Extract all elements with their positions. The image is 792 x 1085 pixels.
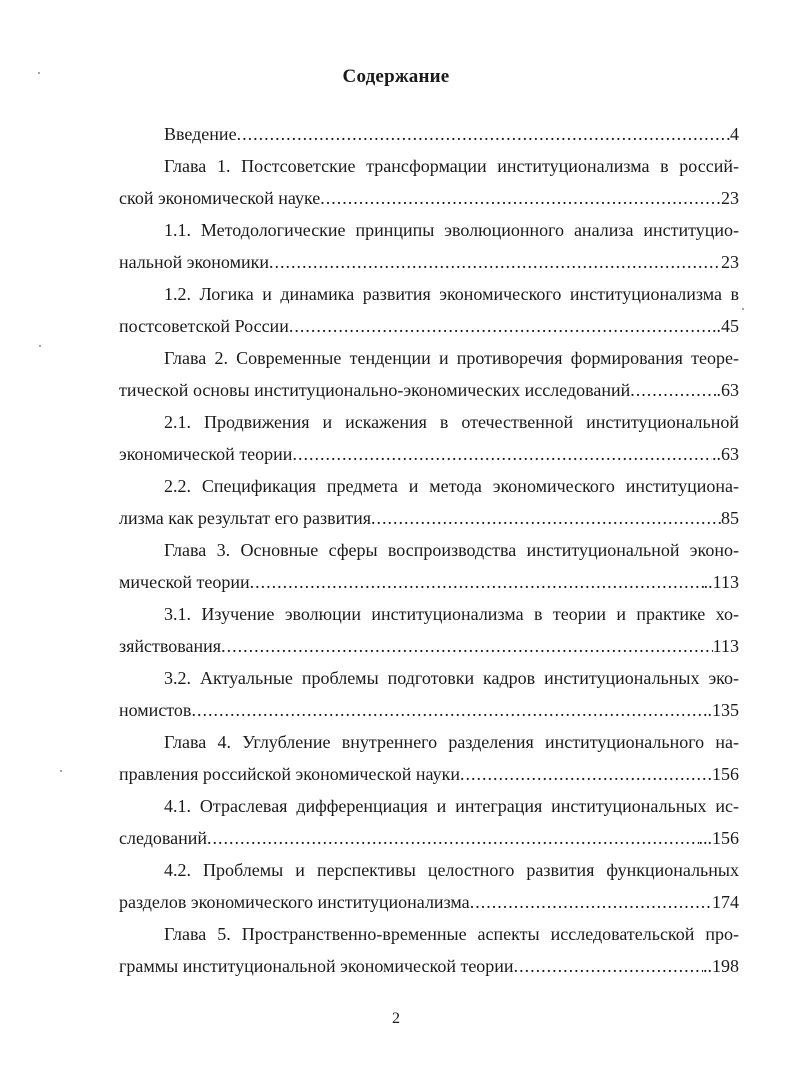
toc-page-number: 85 <box>721 508 739 528</box>
table-of-contents <box>119 118 739 982</box>
toc-entry-s3-1-line1: 3.1. Изучение эволюции институционализма в теории и практике хо- <box>164 604 739 624</box>
toc-entry-title: лизма как результат его развития <box>119 508 371 528</box>
dot-leader <box>237 118 730 150</box>
toc-entry-title: экономической теории <box>119 444 293 464</box>
toc-entry-s4-1-line2 <box>119 822 739 854</box>
toc-entry-s3-2-line1: 3.2. Актуальные проблемы подготовки кадров институциональных эко- <box>164 668 739 688</box>
toc-entry-intro <box>119 118 739 150</box>
toc-entry-ch5-line2 <box>119 950 739 982</box>
toc-page-number: 23 <box>721 188 739 208</box>
toc-entry-s2-2-line2 <box>119 502 739 534</box>
toc-entry-ch4-line1: Глава 4. Углубление внутреннего разделения институционального на- <box>164 732 739 752</box>
toc-entry-title: следований <box>119 828 208 848</box>
dot-leader <box>269 246 721 278</box>
toc-page-number: ..63 <box>712 444 739 464</box>
toc-entry-s1-2-line1: 1.2. Логика и динамика развития экономического институционализма в <box>164 284 739 304</box>
toc-entry-title: тической основы институционально-экономических исследований <box>119 380 631 400</box>
toc-entry-s2-2-line1: 2.2. Спецификация предмета и метода экономического институциона- <box>164 476 739 496</box>
dot-leader <box>470 886 712 918</box>
toc-entry-ch4-line2 <box>119 758 739 790</box>
toc-entry-ch2-line1: Глава 2. Современные тенденции и противоречия формирования теоре- <box>164 348 739 368</box>
toc-entry-s2-1-line1: 2.1. Продвижения и искажения в отечественной институциональной <box>164 412 739 432</box>
scan-speck <box>742 308 744 310</box>
toc-entry-title: правления российской экономической науки <box>119 764 460 784</box>
dot-leader <box>514 950 703 982</box>
toc-entry-ch1-line1: Глава 1. Постсоветские трансформации институционализма в россий- <box>164 156 739 176</box>
dot-leader <box>250 566 704 598</box>
toc-page-number: .63 <box>716 380 739 400</box>
dot-leader <box>460 758 712 790</box>
dot-leader <box>630 374 716 406</box>
scan-speck <box>39 345 41 347</box>
toc-page-number: ..113 <box>703 572 739 592</box>
toc-entry-s3-1-line2 <box>119 630 739 662</box>
dot-leader <box>289 310 712 342</box>
toc-entry-ch3-line2 <box>119 566 739 598</box>
scan-speck <box>60 770 62 772</box>
toc-entry-title: Введение <box>164 124 237 144</box>
toc-entry-ch3-line1: Глава 3. Основные сферы воспроизводства институциональной эконо- <box>164 540 739 560</box>
toc-page-number: 23 <box>721 252 739 272</box>
toc-entry-ch2-line2 <box>119 374 739 406</box>
toc-page-number: 4 <box>730 124 739 144</box>
dot-leader <box>207 822 698 854</box>
toc-entry-title: разделов экономического институционализма <box>119 892 470 912</box>
toc-page-number: 156 <box>712 764 739 784</box>
toc-entry-ch5-line1: Глава 5. Пространственно-временные аспекты исследовательской про- <box>164 924 739 944</box>
toc-page-number: ...156 <box>698 828 739 848</box>
scan-speck <box>38 72 40 74</box>
toc-entry-title: зяйствования <box>119 636 222 656</box>
page-number: 2 <box>392 1010 400 1027</box>
toc-entry-s4-2-line1: 4.2. Проблемы и перспективы целостного развития функциональных <box>164 860 739 880</box>
toc-entry-title: нальной экономики <box>119 252 269 272</box>
toc-entry-title: номистов <box>119 700 192 720</box>
toc-entry-s4-2-line2 <box>119 886 739 918</box>
toc-entry-s1-1-line1: 1.1. Методологические принципы эволюционного анализа институцио- <box>164 220 739 240</box>
toc-entry-title: ской экономической науке <box>119 188 321 208</box>
toc-entry-s4-1-line1: 4.1. Отраслевая дифференциация и интеграция институциональных ис- <box>164 796 739 816</box>
dot-leader <box>292 438 712 470</box>
toc-entry-title: мической теории <box>119 572 250 592</box>
toc-page-number: ..45 <box>712 316 739 336</box>
toc-entry-ch1-line2 <box>119 182 739 214</box>
dot-leader <box>320 182 721 214</box>
toc-page-number: 113 <box>712 636 739 656</box>
page-title: Содержание <box>342 66 450 87</box>
dot-leader <box>221 630 713 662</box>
toc-entry-s3-2-line2 <box>119 694 739 726</box>
toc-entry-s2-1-line2 <box>119 438 739 470</box>
toc-entry-s1-1-line2 <box>119 246 739 278</box>
toc-page-number: 174 <box>712 892 739 912</box>
toc-entry-s1-2-line2 <box>119 310 739 342</box>
dot-leader <box>371 502 721 534</box>
toc-page-number: ..135 <box>703 700 739 720</box>
toc-page-number: ..198 <box>703 956 739 976</box>
toc-entry-title: постсоветской России <box>119 316 289 336</box>
toc-entry-title: граммы институциональной экономической теории <box>119 956 514 976</box>
dot-leader <box>191 694 703 726</box>
